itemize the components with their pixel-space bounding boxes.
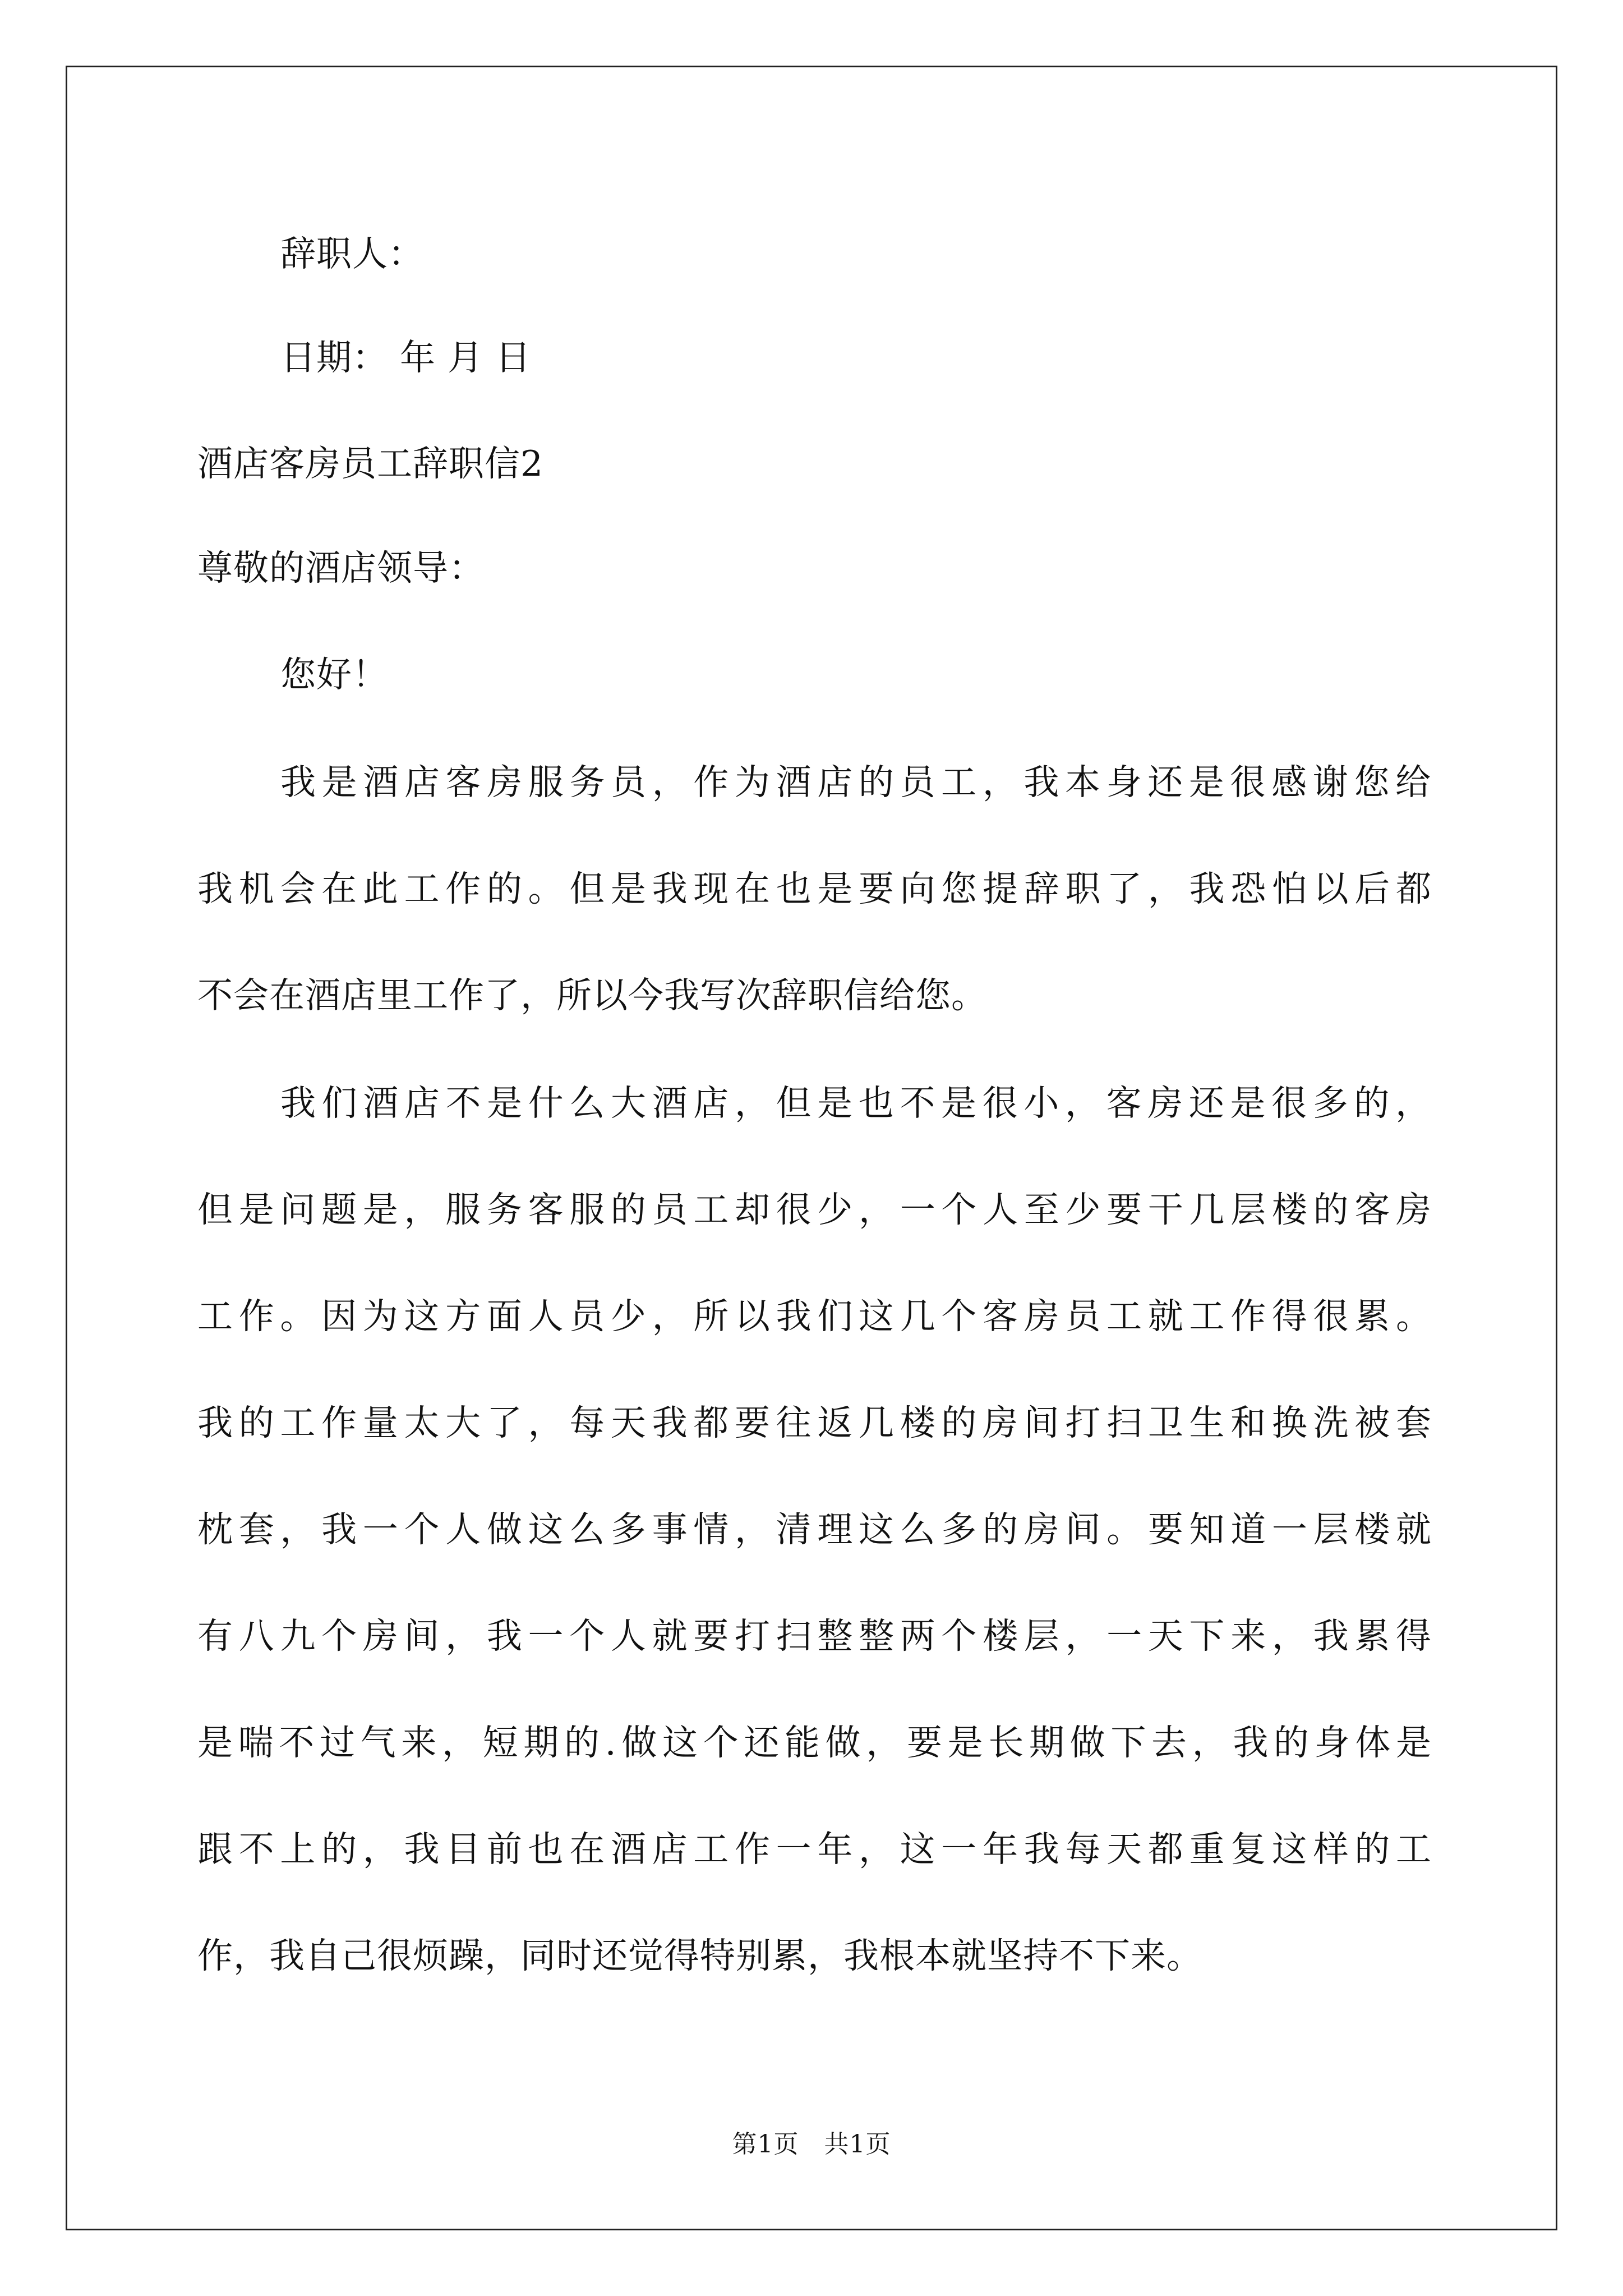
paragraph-line: 但是问题是，服务客服的员工却很少，一个人至少要干几层楼的客房 [197, 1189, 1431, 1230]
paragraph-line: 跟不上的，我目前也在酒店工作一年，这一年我每天都重复这样的工 [197, 1829, 1431, 1870]
paragraph-line: 有八九个房间，我一个人就要打扫整整两个楼层，一天下来，我累得 [197, 1616, 1431, 1657]
paragraph-line: 不会在酒店里工作了，所以今我写次辞职信给您。 [197, 975, 987, 1016]
paragraph-line: 我们酒店不是什么大酒店，但是也不是很小，客房还是很多的， [280, 1083, 1431, 1124]
paragraph-line: 枕套，我一个人做这么多事情，清理这么多的房间。要知道一层楼就 [197, 1509, 1431, 1550]
page-border [66, 66, 1557, 2230]
signatory-label: 辞职人： [280, 233, 424, 274]
date-label: 日期： 年 月 日 [280, 337, 532, 378]
paragraph-line: 我的工作量太大了，每天我都要往返几楼的房间打扫卫生和换洗被套 [197, 1402, 1431, 1443]
paragraph-line: 我是酒店客房服务员，作为酒店的员工，我本身还是很感谢您给 [280, 762, 1431, 803]
paragraph-line: 作，我自己很烦躁，同时还觉得特别累，我根本就坚持不下来。 [197, 1935, 1202, 1976]
paragraph-line: 是喘不过气来，短期的.做这个还能做，要是长期做下去，我的身体是 [197, 1722, 1431, 1763]
letter-title: 酒店客房员工辞职信2 [197, 443, 544, 484]
greeting: 您好！ [280, 654, 388, 695]
paragraph-line: 工作。因为这方面人员少，所以我们这几个客房员工就工作得很累。 [197, 1296, 1431, 1337]
salutation: 尊敬的酒店领导： [197, 547, 485, 588]
paragraph-line: 我机会在此工作的。但是我现在也是要向您提辞职了，我恐怕以后都 [197, 868, 1431, 909]
page-indicator: 第1页 共1页 [732, 2130, 891, 2159]
